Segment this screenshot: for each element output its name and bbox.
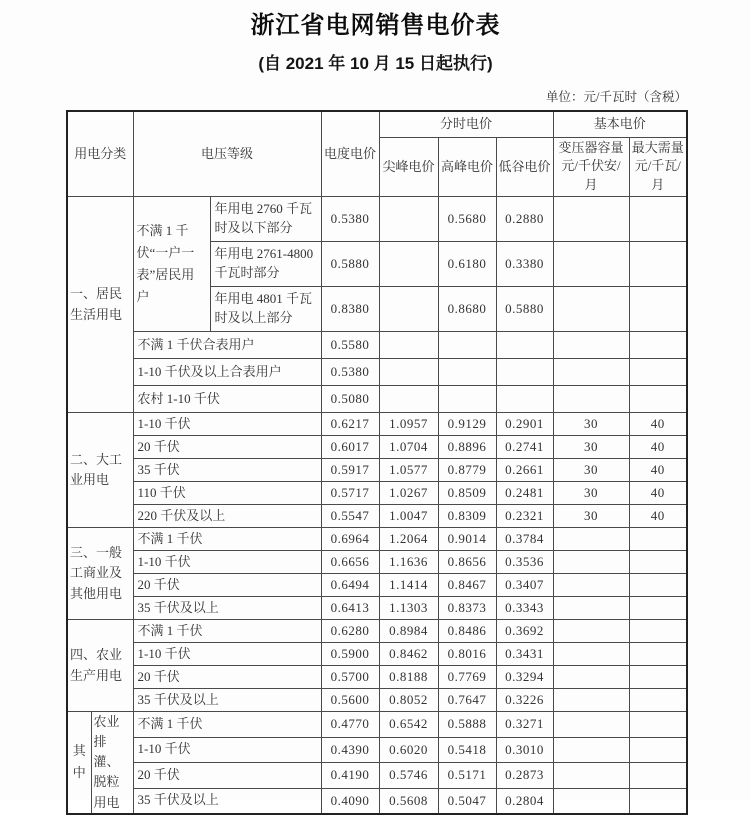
high-price-cell: 0.7647 <box>438 689 496 712</box>
max-demand-header <box>629 137 687 197</box>
valley-price-cell: 0.3226 <box>496 689 553 712</box>
energy-price-cell: 0.5717 <box>321 482 379 505</box>
energy-price-cell: 0.6017 <box>321 436 379 459</box>
high-price-cell: 0.9014 <box>438 528 496 551</box>
peak-price-cell: 0.8188 <box>379 666 438 689</box>
peak-price-cell: 1.1414 <box>379 574 438 597</box>
max-demand-cell <box>629 788 687 814</box>
table-row <box>67 359 687 386</box>
high-price-cell: 0.8309 <box>438 505 496 528</box>
peak-price-cell: 1.2064 <box>379 528 438 551</box>
energy-price-cell: 0.5600 <box>321 689 379 712</box>
max-demand-cell <box>629 712 687 738</box>
unit-note: 单位：元/千瓦时（含税） <box>546 90 687 104</box>
section-label: 一、居民生活用电 <box>67 197 133 413</box>
table-row <box>67 689 687 712</box>
energy-price-cell: 0.5580 <box>321 332 379 359</box>
valley-price-cell: 0.2880 <box>496 197 553 242</box>
valley-price-cell <box>496 359 553 386</box>
energy-price-cell: 0.5900 <box>321 643 379 666</box>
high-price-cell: 0.8486 <box>438 620 496 643</box>
peak-price-cell: 1.0267 <box>379 482 438 505</box>
voltage-level-cell: 不满 1 千伏 <box>133 528 321 551</box>
voltage-level-cell: 1-10 千伏及以上合表用户 <box>133 359 321 386</box>
max-demand-unit: 元/千瓦/月 <box>634 158 681 193</box>
max-demand-cell <box>629 620 687 643</box>
energy-price-cell: 0.5380 <box>321 359 379 386</box>
max-demand-cell: 40 <box>629 459 687 482</box>
transformer-capacity-cell <box>553 528 629 551</box>
voltage-level-cell: 不满 1 千伏 <box>133 620 321 643</box>
high-price-cell <box>438 359 496 386</box>
peak-price-cell: 0.8984 <box>379 620 438 643</box>
high-price-cell <box>438 332 496 359</box>
table-row <box>67 413 687 436</box>
peak-price-cell: 1.0047 <box>379 505 438 528</box>
transformer-capacity-cell <box>553 551 629 574</box>
tier-label-cell: 年用电 2761-4800 千瓦时部分 <box>210 242 321 287</box>
table-row <box>67 574 687 597</box>
table-row <box>67 597 687 620</box>
max-demand-label: 最大需量 <box>631 139 684 155</box>
high-price-cell: 0.8373 <box>438 597 496 620</box>
section-label: 农业排灌、脱粒用电 <box>91 712 133 814</box>
tier-label-cell: 年用电 4801 千瓦时及以上部分 <box>210 287 321 332</box>
transformer-capacity-cell <box>553 242 629 287</box>
table-row <box>67 551 687 574</box>
max-demand-cell <box>629 551 687 574</box>
peak-price-cell <box>379 386 438 413</box>
energy-price-cell: 0.5917 <box>321 459 379 482</box>
table-row <box>67 620 687 643</box>
max-demand-cell <box>629 287 687 332</box>
voltage-level-cell: 不满 1 千伏 <box>133 712 321 738</box>
high-price-cell: 0.8509 <box>438 482 496 505</box>
energy-price-cell: 0.6413 <box>321 597 379 620</box>
energy-price-cell: 0.6656 <box>321 551 379 574</box>
peak-price-cell: 0.5746 <box>379 763 438 789</box>
high-price-cell: 0.8680 <box>438 287 496 332</box>
voltage-level-cell: 1-10 千伏 <box>133 551 321 574</box>
peak-price-header: 尖峰电价 <box>379 137 438 197</box>
table-row <box>67 712 687 738</box>
max-demand-cell <box>629 242 687 287</box>
table-row <box>67 763 687 789</box>
valley-price-cell: 0.2873 <box>496 763 553 789</box>
valley-price-cell: 0.3407 <box>496 574 553 597</box>
electricity-price-table <box>66 110 688 815</box>
peak-price-cell: 1.1636 <box>379 551 438 574</box>
high-price-cell: 0.5418 <box>438 737 496 763</box>
table-row <box>67 737 687 763</box>
valley-price-cell: 0.3343 <box>496 597 553 620</box>
table-row <box>67 505 687 528</box>
category-header: 用电分类 <box>67 111 133 197</box>
table-row <box>67 643 687 666</box>
transformer-capacity-cell: 30 <box>553 505 629 528</box>
voltage-level-cell: 不满 1 千伏合表用户 <box>133 332 321 359</box>
peak-price-cell <box>379 359 438 386</box>
transformer-capacity-cell <box>553 386 629 413</box>
high-price-cell: 0.5047 <box>438 788 496 814</box>
peak-price-cell: 0.6542 <box>379 712 438 738</box>
valley-price-cell: 0.2741 <box>496 436 553 459</box>
valley-price-cell: 0.2481 <box>496 482 553 505</box>
section-label: 四、农业生产用电 <box>67 620 133 712</box>
high-price-cell: 0.5680 <box>438 197 496 242</box>
high-price-cell: 0.5171 <box>438 763 496 789</box>
high-price-cell: 0.8656 <box>438 551 496 574</box>
max-demand-cell <box>629 528 687 551</box>
peak-price-cell: 0.8462 <box>379 643 438 666</box>
peak-price-cell: 0.6020 <box>379 737 438 763</box>
page-subtitle: (自 2021 年 10 月 15 日起执行) <box>258 54 493 73</box>
table-row <box>67 197 687 242</box>
energy-price-cell: 0.8380 <box>321 287 379 332</box>
voltage-level-cell: 20 千伏 <box>133 574 321 597</box>
energy-price-cell: 0.4190 <box>321 763 379 789</box>
basic-price-group-header: 基本电价 <box>553 111 687 137</box>
peak-price-cell <box>379 242 438 287</box>
energy-price-cell: 0.5380 <box>321 197 379 242</box>
voltage-level-cell: 农村 1-10 千伏 <box>133 386 321 413</box>
max-demand-cell: 40 <box>629 413 687 436</box>
high-price-header: 高峰电价 <box>438 137 496 197</box>
voltage-level-cell: 1-10 千伏 <box>133 643 321 666</box>
table-row <box>67 436 687 459</box>
peak-price-cell: 1.0957 <box>379 413 438 436</box>
high-price-cell: 0.9129 <box>438 413 496 436</box>
energy-price-cell: 0.5547 <box>321 505 379 528</box>
voltage-level-cell: 35 千伏及以上 <box>133 597 321 620</box>
max-demand-cell: 40 <box>629 436 687 459</box>
table-row <box>67 528 687 551</box>
valley-price-cell: 0.3784 <box>496 528 553 551</box>
peak-price-cell <box>379 332 438 359</box>
valley-price-cell: 0.2661 <box>496 459 553 482</box>
transformer-capacity-cell <box>553 712 629 738</box>
transformer-capacity-cell <box>553 689 629 712</box>
max-demand-cell <box>629 689 687 712</box>
transformer-capacity-cell <box>553 359 629 386</box>
valley-price-header: 低谷电价 <box>496 137 553 197</box>
max-demand-cell <box>629 197 687 242</box>
table-row <box>67 459 687 482</box>
max-demand-cell <box>629 386 687 413</box>
transformer-capacity-cell: 30 <box>553 482 629 505</box>
transformer-capacity-header <box>553 137 629 197</box>
energy-price-cell: 0.5700 <box>321 666 379 689</box>
tou-price-group-header: 分时电价 <box>379 111 553 137</box>
voltage-level-cell: 1-10 千伏 <box>133 737 321 763</box>
voltage-level-cell: 35 千伏 <box>133 459 321 482</box>
transformer-capacity-unit: 元/千伏安/月 <box>561 158 621 193</box>
table-row <box>67 332 687 359</box>
transformer-capacity-label: 变压器容量 <box>558 139 624 155</box>
sub-category-cell: 不满 1 千伏“一户一表”居民用户 <box>133 197 210 332</box>
table-row <box>67 666 687 689</box>
max-demand-cell: 40 <box>629 505 687 528</box>
valley-price-cell: 0.2804 <box>496 788 553 814</box>
energy-price-cell: 0.4390 <box>321 737 379 763</box>
high-price-cell <box>438 386 496 413</box>
energy-price-cell: 0.4090 <box>321 788 379 814</box>
high-price-cell: 0.8896 <box>438 436 496 459</box>
max-demand-cell <box>629 666 687 689</box>
valley-price-cell: 0.3536 <box>496 551 553 574</box>
valley-price-cell: 0.3692 <box>496 620 553 643</box>
energy-price-cell: 0.6280 <box>321 620 379 643</box>
peak-price-cell <box>379 287 438 332</box>
energy-price-cell: 0.6964 <box>321 528 379 551</box>
transformer-capacity-cell: 30 <box>553 436 629 459</box>
peak-price-cell: 0.8052 <box>379 689 438 712</box>
valley-price-cell: 0.3431 <box>496 643 553 666</box>
valley-price-cell <box>496 386 553 413</box>
max-demand-cell <box>629 643 687 666</box>
max-demand-cell: 40 <box>629 482 687 505</box>
transformer-capacity-cell: 30 <box>553 413 629 436</box>
transformer-capacity-cell <box>553 620 629 643</box>
high-price-cell: 0.8779 <box>438 459 496 482</box>
peak-price-cell: 1.0704 <box>379 436 438 459</box>
energy-price-cell: 0.4770 <box>321 712 379 738</box>
transformer-capacity-cell <box>553 332 629 359</box>
tier-label-cell: 年用电 2760 千瓦时及以下部分 <box>210 197 321 242</box>
valley-price-cell: 0.3380 <box>496 242 553 287</box>
energy-price-header: 电度电价 <box>321 111 379 197</box>
section-outer-label: 其中 <box>67 712 91 814</box>
transformer-capacity-cell <box>553 287 629 332</box>
table-row <box>67 386 687 413</box>
transformer-capacity-cell: 30 <box>553 459 629 482</box>
peak-price-cell: 0.5608 <box>379 788 438 814</box>
high-price-cell: 0.7769 <box>438 666 496 689</box>
peak-price-cell: 1.0577 <box>379 459 438 482</box>
transformer-capacity-cell <box>553 763 629 789</box>
transformer-capacity-cell <box>553 666 629 689</box>
voltage-level-cell: 20 千伏 <box>133 436 321 459</box>
valley-price-cell: 0.3010 <box>496 737 553 763</box>
section-label: 三、一般工商业及其他用电 <box>67 528 133 620</box>
voltage-level-cell: 35 千伏及以上 <box>133 689 321 712</box>
transformer-capacity-cell <box>553 597 629 620</box>
valley-price-cell: 0.2321 <box>496 505 553 528</box>
valley-price-cell: 0.2901 <box>496 413 553 436</box>
voltage-level-cell: 20 千伏 <box>133 763 321 789</box>
peak-price-cell <box>379 197 438 242</box>
max-demand-cell <box>629 574 687 597</box>
max-demand-cell <box>629 359 687 386</box>
energy-price-cell: 0.5080 <box>321 386 379 413</box>
valley-price-cell <box>496 332 553 359</box>
max-demand-cell <box>629 763 687 789</box>
high-price-cell: 0.5888 <box>438 712 496 738</box>
table-row <box>67 788 687 814</box>
voltage-level-cell: 110 千伏 <box>133 482 321 505</box>
transformer-capacity-cell <box>553 737 629 763</box>
energy-price-cell: 0.6217 <box>321 413 379 436</box>
high-price-cell: 0.8016 <box>438 643 496 666</box>
page-title: 浙江省电网销售电价表 <box>250 12 501 39</box>
voltage-level-cell: 20 千伏 <box>133 666 321 689</box>
transformer-capacity-cell <box>553 574 629 597</box>
section-label: 二、大工业用电 <box>67 413 133 528</box>
valley-price-cell: 0.3294 <box>496 666 553 689</box>
energy-price-cell: 0.5880 <box>321 242 379 287</box>
energy-price-cell: 0.6494 <box>321 574 379 597</box>
transformer-capacity-cell <box>553 197 629 242</box>
valley-price-cell: 0.3271 <box>496 712 553 738</box>
max-demand-cell <box>629 597 687 620</box>
peak-price-cell: 1.1303 <box>379 597 438 620</box>
transformer-capacity-cell <box>553 788 629 814</box>
voltage-level-cell: 35 千伏及以上 <box>133 788 321 814</box>
max-demand-cell <box>629 737 687 763</box>
voltage-level-cell: 1-10 千伏 <box>133 413 321 436</box>
high-price-cell: 0.8467 <box>438 574 496 597</box>
transformer-capacity-cell <box>553 643 629 666</box>
high-price-cell: 0.6180 <box>438 242 496 287</box>
max-demand-cell <box>629 332 687 359</box>
table-row <box>67 482 687 505</box>
voltage-level-cell: 220 千伏及以上 <box>133 505 321 528</box>
valley-price-cell: 0.5880 <box>496 287 553 332</box>
voltage-header: 电压等级 <box>133 111 321 197</box>
